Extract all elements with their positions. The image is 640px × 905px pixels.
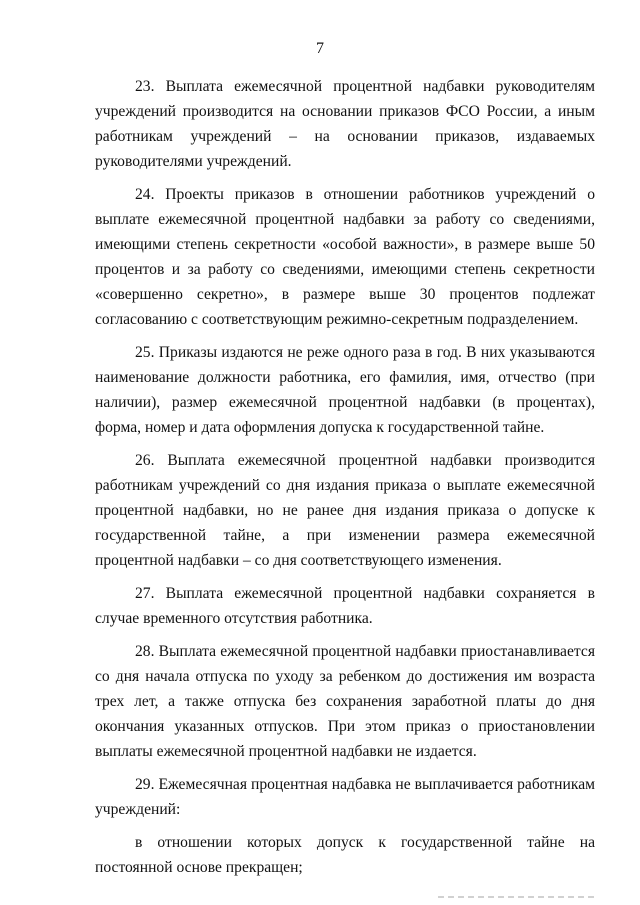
document-body: [95, 74, 595, 888]
paragraph-25: 25. Приказы издаются не реже одного раза в год. В них указываются наименование должности работника, его фамилия, имя, отчество (при наличии), размер ежемесячной процентной надбавки (в процентах), форма, номер и дата оформления допуска к государственной тайне.: [95, 344, 595, 436]
paragraph-29: 29. Ежемесячная процентная надбавка не выплачивается работникам учреждений:: [95, 776, 595, 818]
paragraph-26: 26. Выплата ежемесячной процентной надбавки производится работникам учреждений со дня издания приказа о выплате ежемесячной процентной надбавки, но не ранее дня издания приказа о допуске к государственной тайне, а при изменении размера ежемесячной процентной надбавки – со дня соответствующего изменения.: [95, 452, 595, 569]
scan-artifact: [438, 896, 598, 898]
paragraph-29-item: в отношении которых допуск к государственной тайне на постоянной основе прекращен;: [95, 834, 595, 876]
paragraph-23: 23. Выплата ежемесячной процентной надбавки руководителям учреждений производится на основании приказов ФСО России, а иным работникам учреждений – на основании приказов, издаваемых руководителями учреждений.: [95, 78, 595, 170]
paragraph-28: 28. Выплата ежемесячной процентной надбавки приостанавливается со дня начала отпуска по уходу за ребенком до достижения им возраста трех лет, а также отпуска без сохранения заработной платы до дня окончания указанных отпусков. При этом приказ о приостановлении выплаты ежемесячной процентной надбавки не издается.: [95, 643, 595, 760]
paragraph-27: 27. Выплата ежемесячной процентной надбавки сохраняется в случае временного отсутствия работника.: [95, 585, 595, 627]
page-number: 7: [316, 40, 324, 57]
paragraph-24: 24. Проекты приказов в отношении работников учреждений о выплате ежемесячной процентной надбавки за работу со сведениями, имеющими степень секретности «особой важности», в размере выше 50 процентов и за работу со сведениями, имеющими степень секретности «совершенно секретно», в размере выше 30 процентов подлежат согласованию с соответствующим режимно-секретным подразделением.: [95, 186, 595, 328]
